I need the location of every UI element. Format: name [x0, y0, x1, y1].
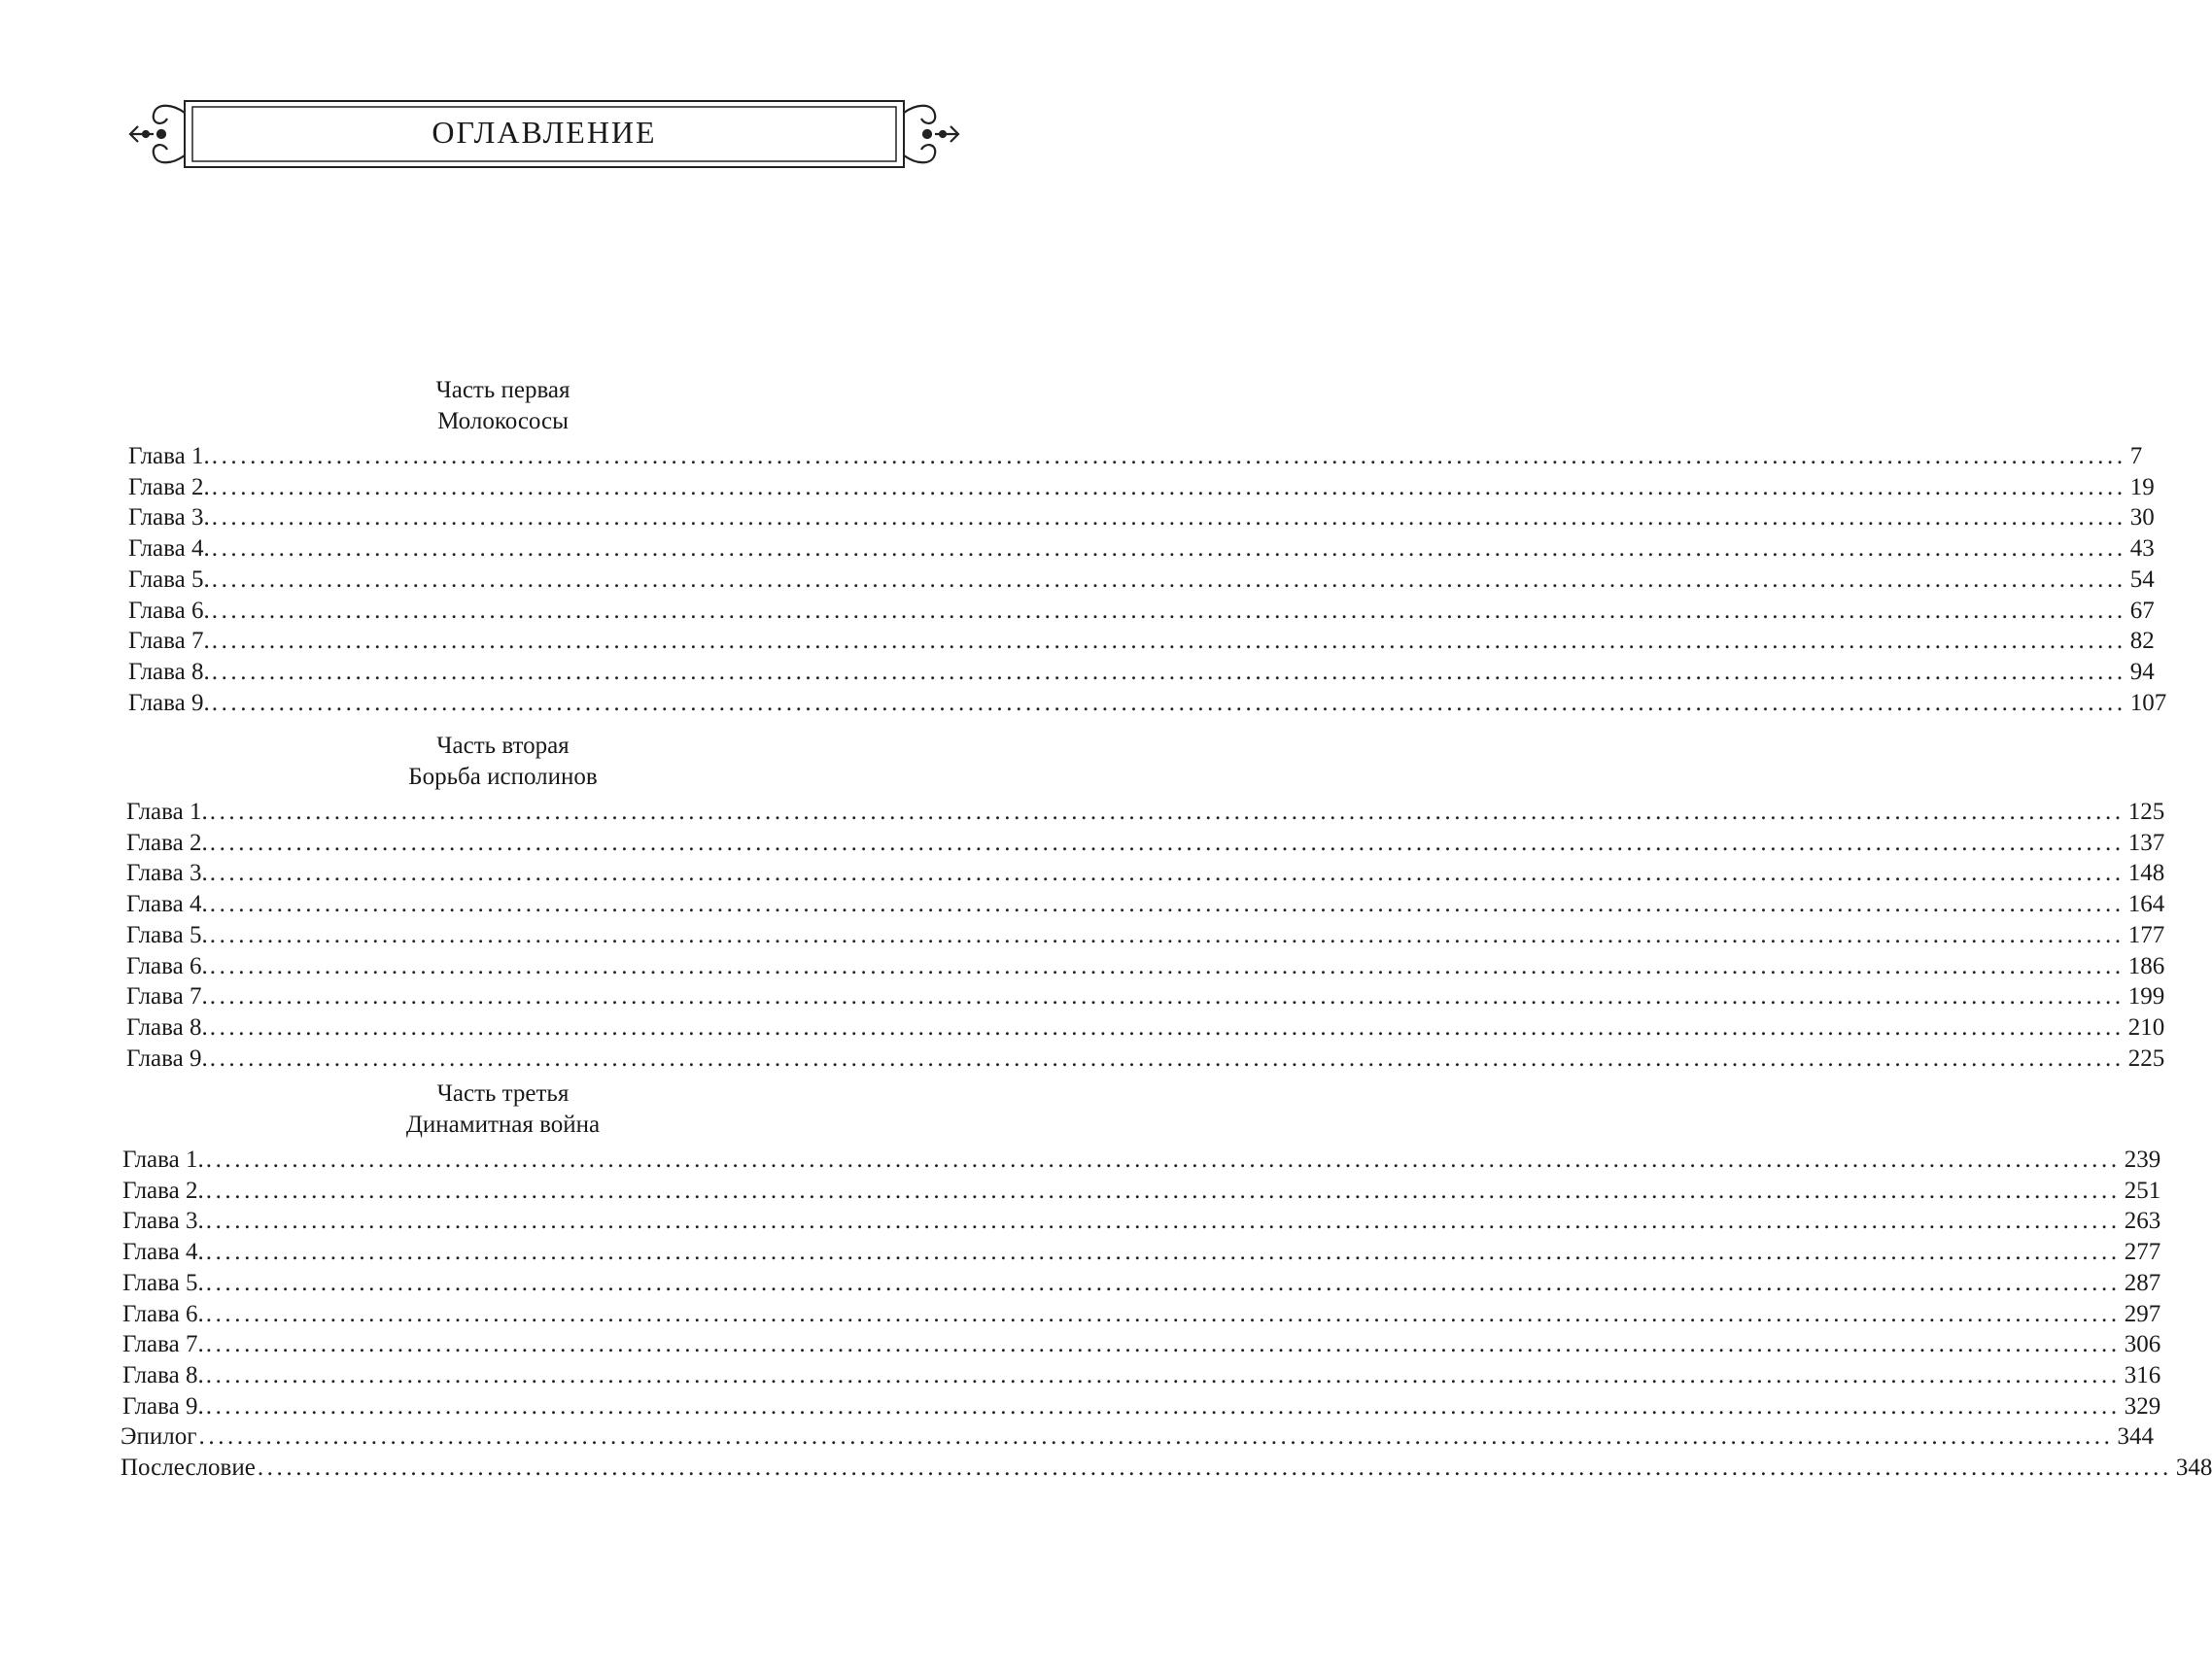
entry-label: Глава 5. — [128, 565, 210, 593]
part-title: Динамитная война — [405, 1112, 601, 1138]
part-label: Часть вторая — [436, 733, 570, 759]
toc-entry[interactable] — [128, 626, 2155, 657]
dot-leader: ........................................................................................................................................................................................................ — [209, 799, 2125, 825]
dot-leader: ........................................................................................................................................................................................................ — [205, 1300, 2121, 1327]
toc-entry[interactable] — [126, 1012, 2165, 1044]
dot-leader: ........................................................................................................................................................................................................ — [205, 1392, 2121, 1420]
entry-label: Глава 3. — [126, 860, 208, 887]
toc-entry[interactable] — [126, 797, 2165, 828]
toc-entry[interactable] — [122, 1391, 2161, 1422]
dot-leader: ........................................................................................................................................................................................................ — [205, 1177, 2121, 1204]
dot-leader: ........................................................................................................................................................................................................ — [209, 952, 2125, 979]
entry-page-number: 43 — [2129, 535, 2155, 563]
entry-page-number: 177 — [2127, 921, 2165, 948]
toc-entry[interactable] — [126, 920, 2165, 951]
entry-label: Глава 6. — [122, 1300, 204, 1327]
toc-entry[interactable] — [128, 472, 2155, 503]
dot-leader: ........................................................................................................................................................................................................ — [205, 1208, 2121, 1235]
toc-entry[interactable] — [128, 533, 2155, 565]
entry-label: Глава 8. — [122, 1361, 204, 1388]
dot-leader: ........................................................................................................................................................................................................ — [211, 565, 2126, 593]
toc-entry[interactable] — [122, 1176, 2161, 1207]
toc-entry[interactable] — [121, 1421, 2154, 1453]
entry-page-number: 186 — [2127, 952, 2165, 979]
entry-label: Глава 4. — [128, 535, 210, 563]
part-label: Часть первая — [435, 377, 570, 403]
toc-entry[interactable] — [122, 1299, 2161, 1330]
dot-leader: ........................................................................................................................................................................................................ — [211, 443, 2126, 469]
entry-page-number: 67 — [2129, 597, 2155, 624]
entry-page-number: 7 — [2129, 443, 2143, 469]
entry-page-number: 137 — [2127, 829, 2165, 856]
dot-leader: ........................................................................................................................................................................................................ — [209, 860, 2125, 887]
dot-leader: ........................................................................................................................................................................................................ — [209, 1044, 2125, 1072]
dot-leader: ........................................................................................................................................................................................................ — [211, 689, 2126, 716]
toc-entry[interactable] — [122, 1360, 2161, 1391]
entry-label: Глава 1. — [126, 799, 208, 825]
entry-label: Глава 3. — [122, 1208, 204, 1235]
entry-page-number: 210 — [2127, 1013, 2165, 1041]
entry-label: Глава 9. — [122, 1392, 204, 1420]
entry-label: Глава 3. — [128, 504, 210, 531]
entry-label: Глава 7. — [126, 983, 208, 1010]
toc-entry[interactable] — [128, 688, 2167, 719]
toc-entry[interactable] — [126, 1044, 2165, 1075]
toc-entry[interactable] — [128, 596, 2155, 627]
page-title: ОГЛАВЛЕНИЕ — [432, 115, 657, 150]
entry-page-number: 107 — [2129, 689, 2167, 716]
entry-page-number: 225 — [2127, 1044, 2165, 1072]
entry-page-number: 19 — [2129, 473, 2155, 500]
entry-page-number: 199 — [2127, 983, 2165, 1010]
entry-label: Глава 7. — [122, 1331, 204, 1358]
entry-label: Глава 2. — [126, 829, 208, 856]
toc-entry[interactable] — [126, 951, 2165, 982]
toc-entry[interactable] — [122, 1206, 2161, 1237]
entry-page-number: 239 — [2124, 1147, 2161, 1173]
entry-page-number: 94 — [2129, 658, 2155, 685]
toc-entry[interactable] — [126, 889, 2165, 920]
entry-page-number: 306 — [2124, 1331, 2161, 1358]
dot-leader: ........................................................................................................................................................................................................ — [205, 1147, 2121, 1173]
entry-label: Глава 7. — [128, 628, 210, 655]
entry-page-number: 125 — [2127, 799, 2165, 825]
dot-leader: ........................................................................................................................................................................................................ — [198, 1423, 2114, 1451]
part-title: Молокососы — [437, 408, 569, 434]
toc-entry[interactable] — [128, 565, 2155, 596]
dot-leader: ........................................................................................................................................................................................................ — [257, 1455, 2172, 1481]
toc-entry[interactable] — [126, 981, 2165, 1012]
entry-label: Глава 5. — [126, 921, 208, 948]
entry-page-number: 148 — [2127, 860, 2165, 887]
entry-label: Глава 1. — [128, 443, 210, 469]
entry-page-number: 263 — [2124, 1208, 2161, 1235]
entry-page-number: 329 — [2124, 1392, 2161, 1420]
toc-entry[interactable] — [122, 1268, 2161, 1299]
entry-label: Глава 8. — [128, 658, 210, 685]
dot-leader: ........................................................................................................................................................................................................ — [205, 1331, 2121, 1358]
entry-label: Глава 4. — [126, 891, 208, 918]
entry-label: Глава 9. — [126, 1044, 208, 1072]
entry-label: Глава 2. — [128, 473, 210, 500]
dot-leader: ........................................................................................................................................................................................................ — [205, 1239, 2121, 1266]
toc-entry[interactable] — [122, 1329, 2161, 1360]
entry-label: Глава 9. — [128, 689, 210, 716]
dot-leader: ........................................................................................................................................................................................................ — [211, 473, 2126, 500]
entry-page-number: 344 — [2117, 1423, 2154, 1451]
entry-label: Глава 5. — [122, 1269, 204, 1296]
part-title: Борьба исполинов — [408, 764, 598, 790]
entry-page-number: 82 — [2129, 628, 2155, 655]
entry-page-number: 277 — [2124, 1239, 2161, 1266]
dot-leader: ........................................................................................................................................................................................................ — [205, 1269, 2121, 1296]
toc-entry[interactable] — [122, 1145, 2161, 1176]
dot-leader: ........................................................................................................................................................................................................ — [205, 1361, 2121, 1388]
entry-label: Послесловие — [121, 1455, 256, 1481]
dot-leader: ........................................................................................................................................................................................................ — [209, 829, 2125, 856]
dot-leader: ........................................................................................................................................................................................................ — [211, 504, 2126, 531]
entry-label: Глава 8. — [126, 1013, 208, 1041]
entry-label: Глава 6. — [126, 952, 208, 979]
entry-label: Глава 1. — [122, 1147, 204, 1173]
toc-entry[interactable] — [121, 1453, 2212, 1484]
toc-entry[interactable] — [126, 828, 2165, 859]
dot-leader: ........................................................................................................................................................................................................ — [211, 535, 2126, 563]
entry-page-number: 164 — [2127, 891, 2165, 918]
toc-entry[interactable] — [128, 441, 2143, 472]
entry-page-number: 251 — [2124, 1177, 2161, 1204]
dot-leader: ........................................................................................................................................................................................................ — [211, 658, 2126, 685]
dot-leader: ........................................................................................................................................................................................................ — [211, 628, 2126, 655]
dot-leader: ........................................................................................................................................................................................................ — [209, 891, 2125, 918]
entry-page-number: 287 — [2124, 1269, 2161, 1296]
dot-leader: ........................................................................................................................................................................................................ — [211, 597, 2126, 624]
entry-page-number: 30 — [2129, 504, 2155, 531]
entry-page-number: 297 — [2124, 1300, 2161, 1327]
part-label: Часть третья — [436, 1080, 570, 1107]
dot-leader: ........................................................................................................................................................................................................ — [209, 921, 2125, 948]
entry-page-number: 316 — [2124, 1361, 2161, 1388]
toc-entry[interactable] — [128, 657, 2155, 688]
entry-label: Глава 4. — [122, 1239, 204, 1266]
dot-leader: ........................................................................................................................................................................................................ — [209, 983, 2125, 1010]
entry-page-number: 54 — [2129, 565, 2155, 593]
dot-leader: ........................................................................................................................................................................................................ — [209, 1013, 2125, 1041]
toc-entry[interactable] — [126, 858, 2165, 889]
entry-label: Глава 6. — [128, 597, 210, 624]
entry-label: Эпилог — [121, 1423, 197, 1451]
toc-entry[interactable] — [122, 1237, 2161, 1268]
entry-page-number: 348 — [2175, 1455, 2212, 1481]
toc-entry[interactable] — [128, 502, 2155, 533]
entry-label: Глава 2. — [122, 1177, 204, 1204]
